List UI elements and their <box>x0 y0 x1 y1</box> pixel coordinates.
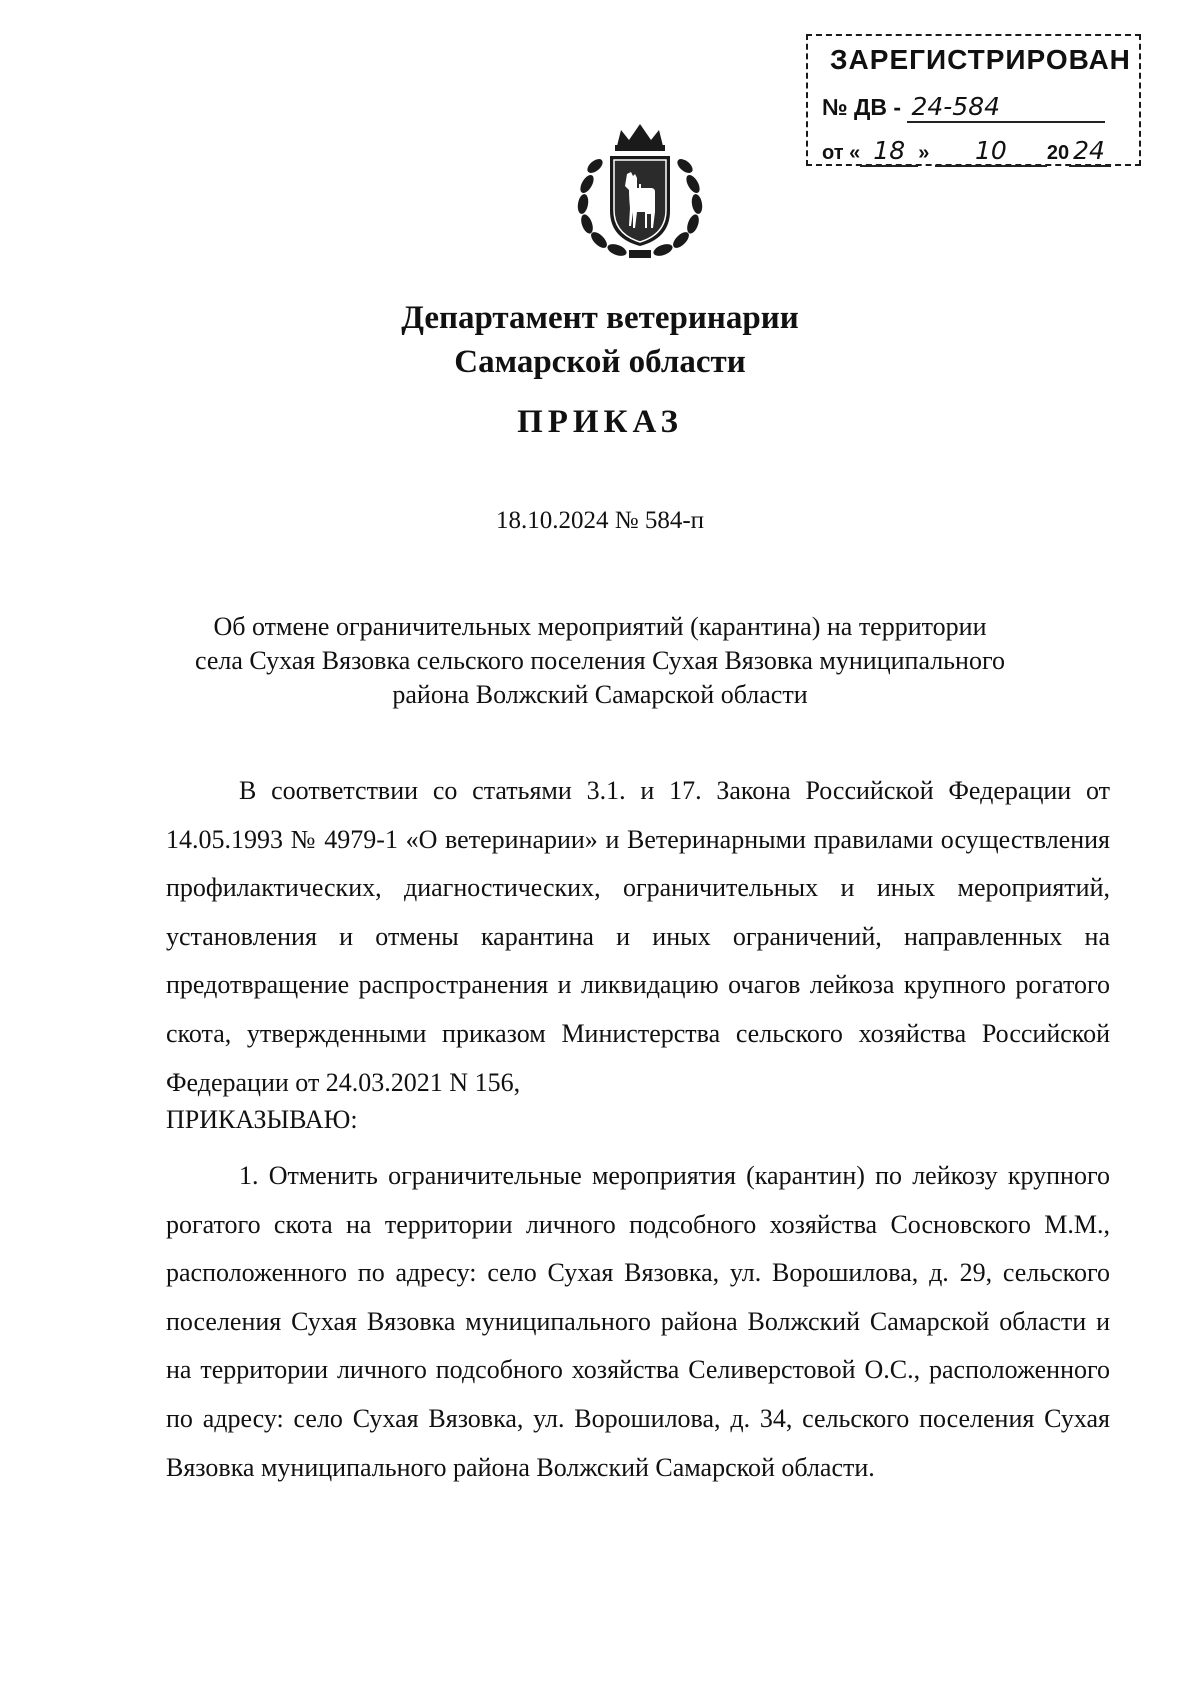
stamp-number-value: 24-584 <box>907 92 1105 123</box>
registration-stamp <box>806 34 1141 166</box>
stamp-title: ЗАРЕГИСТРИРОВАН <box>830 44 1131 75</box>
stamp-date-prefix: от « <box>822 142 861 164</box>
stamp-date-row <box>822 136 1111 167</box>
stamp-year-prefix: 20 <box>1046 142 1070 164</box>
stamp-date-day: 18 <box>860 136 918 167</box>
organization-name <box>0 296 1200 384</box>
document-subject <box>0 610 1200 712</box>
subject-line-2: села Сухая Вязовка сельского поселения Сухая Вязовка муниципального <box>195 646 1005 675</box>
subject-line-3: района Волжский Самарской области <box>392 680 808 709</box>
stamp-number-label: № ДВ - <box>822 94 902 120</box>
document-type: ПРИКАЗ <box>517 404 683 440</box>
organization-line-2: Самарской области <box>454 344 746 380</box>
order-word: ПРИКАЗЫВАЮ: <box>166 1105 358 1134</box>
document-date-number: 18.10.2024 № 584-п <box>495 507 705 534</box>
samara-coat-of-arms-icon <box>565 116 715 266</box>
subject-line-1: Об отмене ограничительных мероприятий (карантина) на территории <box>213 612 987 641</box>
stamp-year-suffix: 24 <box>1069 136 1111 167</box>
stamp-number-row <box>822 92 1105 123</box>
organization-line-1: Департамент ветеринарии <box>401 300 799 336</box>
stamp-date-mid: » <box>918 142 930 164</box>
order-item-1: 1. Отменить ограничительные мероприятия (карантин) по лейкозу крупного рогатого скота на территории личного подсобного хозяйства Сосновского М.М., расположенного по адресу: село Сухая Вязовка, ул. Ворошилова, д. 29, сельского поселения Сухая Вязовка муниципального района Волжский Самарской области и на территории личного подсобного хозяйства Селиверстовой О.С., расположенного по адресу: село Сухая Вязовка, ул. Ворошилова, д. 34, сельского поселения Сухая Вязовка муниципального района Волжский Самарской области. <box>166 1161 1110 1482</box>
preamble-paragraph: В соответствии со статьями 3.1. и 17. Закона Российской Федерации от 14.05.1993 № 4979-1 «О ветеринарии» и Ветеринарными правилами осуществления профилактических, диагностических, ограничительных и иных мероприятий, установления и отмены карантина и иных ограничений, направленных на предотвращение распространения и ликвидацию очагов лейкоза крупного рогатого скота, утвержденными приказом Министерства сельского хозяйства Российской Федерации от 24.03.2021 N 156, <box>166 776 1110 1097</box>
stamp-date-month: 10 <box>935 136 1047 167</box>
